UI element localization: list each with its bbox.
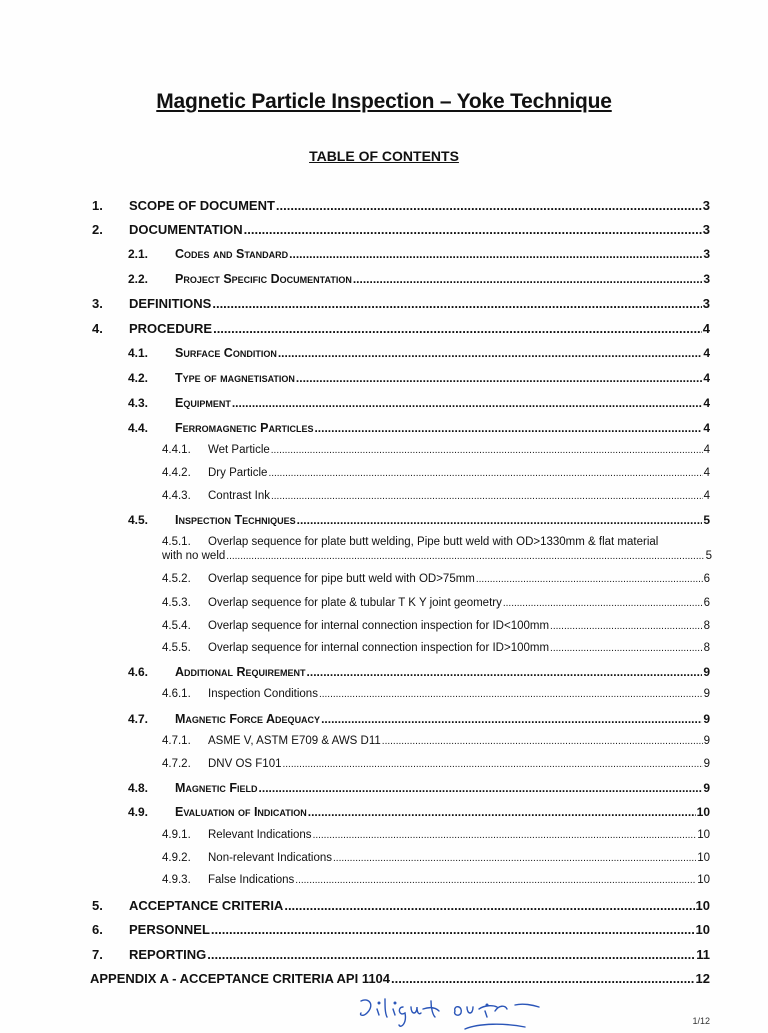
toc-entry-number: 4.5.1. (162, 536, 191, 548)
toc-entry-number: 4.5. (128, 513, 149, 527)
toc-entry-number: 4.9. (128, 805, 149, 819)
toc-entry[interactable] (92, 947, 710, 962)
toc-entry-number: 5. (92, 898, 103, 913)
toc-entry-page: 10 (697, 829, 710, 841)
toc-entry[interactable] (162, 597, 710, 609)
toc-entry-number: 4. (92, 321, 103, 336)
toc-entry[interactable] (162, 688, 710, 700)
toc-entry-page: 9 (703, 735, 710, 747)
toc-leader-dots (307, 665, 703, 679)
toc-entry-label: False Indications (208, 874, 295, 886)
toc-entry-label: Overlap sequence for internal connection inspection for ID<100mm (208, 620, 550, 632)
toc-entry-label: APPENDIX A - ACCEPTANCE CRITERIA API 1104 (90, 971, 391, 986)
toc-leader-dots (271, 491, 703, 502)
toc-entry-page: 10 (696, 805, 710, 819)
page-number: 1/12 (692, 1016, 710, 1026)
toc-entry-label: ASME V, ASTM E709 & AWS D11 (208, 735, 381, 747)
toc-entry-label: Overlap sequence for pipe butt weld with OD>75mm (208, 573, 475, 585)
toc-entry-label: SCOPE OF DOCUMENT (129, 198, 275, 213)
toc-entry-page: 9 (703, 758, 710, 770)
toc-entry-page: 9 (703, 712, 710, 726)
toc-leader-dots (268, 468, 702, 479)
toc-leader-dots (226, 551, 704, 562)
toc-entry-label: DNV OS F101 (208, 758, 282, 770)
toc-entry-label: Overlap sequence for internal connection inspection for ID>100mm (208, 642, 550, 654)
toc-entry-page: 10 (695, 898, 710, 913)
toc-entry-label: ACCEPTANCE CRITERIA (129, 898, 284, 913)
toc-entry[interactable] (128, 712, 710, 726)
toc-entry[interactable] (128, 346, 710, 360)
toc-entry-number: 4.6. (128, 665, 149, 679)
toc-entry-page: 4 (703, 467, 710, 479)
toc-entry-label: Magnetic Force Adequacy (175, 712, 321, 726)
toc-entry-page: 9 (703, 665, 710, 679)
toc-entry[interactable] (128, 421, 710, 435)
toc-entry-number: 4.2. (128, 371, 149, 385)
toc-entry-number: 4.5.3. (162, 597, 191, 609)
toc-leader-dots (333, 853, 696, 864)
toc-entry-label: Overlap sequence for plate butt welding, Pipe butt weld with OD>1330mm & flat material (208, 536, 659, 548)
toc-entry-page: 11 (696, 947, 710, 962)
toc-entry-page: 6 (703, 573, 710, 585)
toc-entry-page: 5 (703, 513, 710, 527)
toc-entry-number: 7. (92, 947, 103, 962)
toc-leader-dots (296, 371, 702, 385)
toc-entry-label: Non-relevant Indications (208, 852, 333, 864)
toc-entry-label: PROCEDURE (129, 321, 213, 336)
toc-leader-dots (271, 445, 703, 456)
toc-entry-number: 2. (92, 222, 103, 237)
toc-entry-number: 4.7.1. (162, 735, 191, 747)
toc-leader-dots (313, 830, 697, 841)
toc-entry[interactable] (162, 852, 710, 864)
toc-entry-page: 10 (695, 922, 710, 937)
toc-entry-number: 4.6.1. (162, 688, 191, 700)
toc-entry-label: Surface Condition (175, 346, 277, 360)
toc-leader-dots (503, 598, 703, 609)
toc-entry-page: 10 (697, 852, 710, 864)
toc-entry-page: 3 (703, 247, 710, 261)
toc-entry[interactable] (162, 642, 710, 654)
toc-entry-page: 3 (703, 272, 710, 286)
toc-leader-dots (297, 513, 703, 527)
toc-entry[interactable] (162, 444, 710, 456)
toc-entry[interactable] (162, 620, 710, 632)
toc-entry-number: 4.4. (128, 421, 149, 435)
toc-entry[interactable] (128, 396, 710, 410)
toc-entry-number: 2.2. (128, 272, 149, 286)
toc-entry-page: 4 (703, 371, 710, 385)
toc-entry-page: 4 (703, 421, 710, 435)
toc-leader-dots (244, 222, 702, 237)
toc-entry-page: 4 (703, 490, 710, 502)
toc-entry-label-continuation: with no weld (162, 550, 226, 562)
toc-entry[interactable] (162, 573, 710, 585)
toc-entry-number: 4.1. (128, 346, 149, 360)
handwritten-signature-icon (355, 993, 595, 1033)
toc-entry[interactable] (162, 874, 710, 886)
toc-entry[interactable] (162, 467, 710, 479)
toc-entry-number: 4.9.1. (162, 829, 191, 841)
toc-entry-label: REPORTING (129, 947, 207, 962)
toc-entry-number: 1. (92, 198, 103, 213)
toc-entry-label: Wet Particle (208, 444, 270, 456)
toc-entry[interactable] (92, 898, 710, 913)
toc-entry[interactable] (92, 222, 710, 237)
toc-entry-number: 4.4.3. (162, 490, 191, 502)
toc-entry[interactable] (162, 758, 710, 770)
toc-entry[interactable] (128, 781, 710, 795)
toc-leader-dots (550, 643, 703, 654)
toc-leader-dots (391, 971, 695, 986)
toc-entry-label: Dry Particle (208, 467, 268, 479)
toc-leader-dots (232, 396, 702, 410)
toc-entry-label: Additional Requirement (175, 665, 306, 679)
toc-entry-page: 4 (703, 396, 710, 410)
toc-heading: TABLE OF CONTENTS (309, 148, 459, 164)
toc-entry-number: 4.7.2. (162, 758, 191, 770)
toc-entry-number: 3. (92, 296, 103, 311)
toc-entry-page: 10 (697, 874, 710, 886)
toc-entry-page: 9 (703, 781, 710, 795)
toc-leader-dots (284, 898, 694, 913)
toc-leader-dots (321, 712, 702, 726)
toc-entry-number: 4.4.2. (162, 467, 191, 479)
toc-entry[interactable] (162, 490, 710, 502)
toc-entry-label: Project Specific Documentation (175, 272, 352, 286)
toc-entry-page: 8 (703, 620, 710, 632)
toc-entry-label: Codes and Standard (175, 247, 289, 261)
toc-leader-dots (283, 759, 703, 770)
toc-entry[interactable] (162, 536, 712, 562)
toc-entry-label: Relevant Indications (208, 829, 312, 841)
toc-entry-number: 4.3. (128, 396, 149, 410)
toc-entry[interactable] (128, 805, 710, 819)
toc-entry-label: Ferromagnetic Particles (175, 421, 314, 435)
toc-entry-label: Overlap sequence for plate & tubular T K Y joint geometry (208, 597, 502, 609)
toc-leader-dots (382, 736, 703, 747)
toc-leader-dots (314, 421, 702, 435)
toc-leader-dots (207, 947, 695, 962)
toc-entry-number: 2.1. (128, 247, 149, 261)
toc-leader-dots (295, 875, 696, 886)
toc-entry-label: Magnetic Field (175, 781, 258, 795)
toc-entry[interactable] (92, 296, 710, 311)
toc-entry-label: PERSONNEL (129, 922, 210, 937)
toc-entry-number: 4.9.3. (162, 874, 191, 886)
toc-entry-number: 4.5.4. (162, 620, 191, 632)
toc-entry-number: 4.7. (128, 712, 149, 726)
toc-leader-dots (276, 198, 702, 213)
toc-entry-number: 6. (92, 922, 103, 937)
toc-entry-page: 3 (702, 296, 710, 311)
toc-entry[interactable] (128, 247, 710, 261)
toc-entry-page: 9 (703, 688, 710, 700)
toc-entry[interactable] (128, 272, 710, 286)
toc-entry-label: Inspection Conditions (208, 688, 318, 700)
toc-leader-dots (550, 621, 703, 632)
toc-entry[interactable] (90, 971, 710, 986)
toc-leader-dots (308, 805, 696, 819)
toc-leader-dots (213, 321, 702, 336)
toc-entry[interactable] (128, 513, 710, 527)
toc-entry-number: 4.8. (128, 781, 149, 795)
toc-leader-dots (278, 346, 702, 360)
toc-leader-dots (212, 296, 701, 311)
toc-entry[interactable] (162, 735, 710, 747)
toc-entry[interactable] (92, 922, 710, 937)
toc-entry[interactable] (128, 371, 710, 385)
toc-entry-page: 3 (702, 198, 710, 213)
toc-entry-page: 3 (702, 222, 710, 237)
toc-entry-number: 4.5.5. (162, 642, 191, 654)
toc-entry[interactable] (128, 665, 710, 679)
document-title: Magnetic Particle Inspection – Yoke Technique (156, 90, 612, 113)
toc-leader-dots (211, 922, 695, 937)
toc-leader-dots (353, 272, 702, 286)
toc-leader-dots (289, 247, 702, 261)
toc-leader-dots (476, 574, 703, 585)
toc-entry-page: 12 (695, 971, 710, 986)
toc-entry-label: DOCUMENTATION (129, 222, 243, 237)
toc-leader-dots (259, 781, 703, 795)
toc-entry-label: DEFINITIONS (129, 296, 212, 311)
toc-entry-label: Type of magnetisation (175, 371, 295, 385)
toc-entry-page: 4 (703, 444, 710, 456)
toc-entry-label: Evaluation of Indication (175, 805, 307, 819)
toc-entry-page: 4 (702, 321, 710, 336)
toc-entry[interactable] (92, 198, 710, 213)
toc-entry-label: Inspection Techniques (175, 513, 296, 527)
toc-entry-page: 6 (703, 597, 710, 609)
toc-entry-number: 4.5.2. (162, 573, 191, 585)
toc-entry-label: Equipment (175, 396, 231, 410)
toc-entry-number: 4.9.2. (162, 852, 191, 864)
toc-entry[interactable] (162, 829, 710, 841)
toc-leader-dots (319, 689, 703, 700)
toc-entry-number: 4.4.1. (162, 444, 191, 456)
toc-entry-page: 5 (705, 550, 712, 562)
toc-entry-label: Contrast Ink (208, 490, 270, 502)
toc-entry-page: 4 (703, 346, 710, 360)
toc-entry-page: 8 (703, 642, 710, 654)
toc-entry[interactable] (92, 321, 710, 336)
